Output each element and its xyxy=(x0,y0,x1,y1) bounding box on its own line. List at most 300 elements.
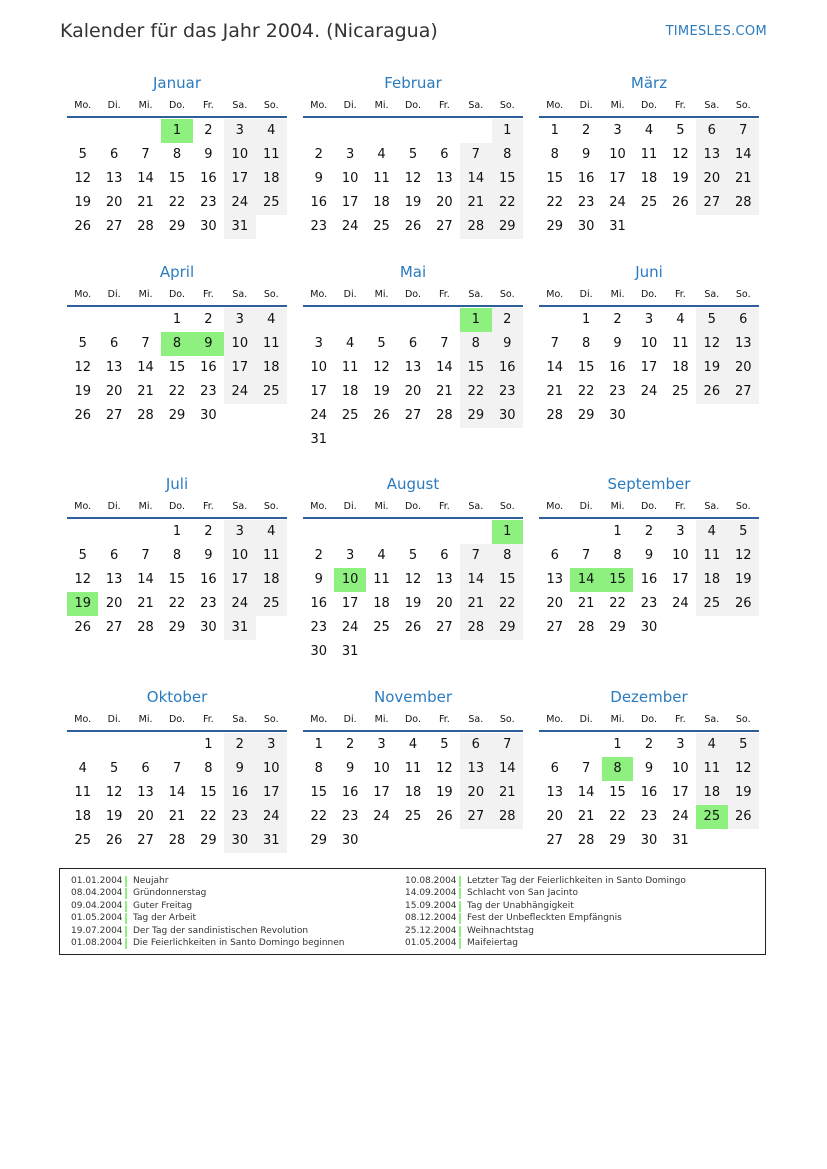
day-cell: 1 xyxy=(204,737,213,752)
day-cell: 13 xyxy=(137,785,154,800)
empty-cell xyxy=(334,308,365,332)
day-cell: 18 xyxy=(256,568,287,592)
empty-cell xyxy=(460,520,491,544)
weekday-header xyxy=(67,94,287,118)
empty-cell xyxy=(98,308,129,332)
day-cell: 19 xyxy=(105,809,123,824)
holiday-name: Letzter Tag der Feierlichkeiten in Santo Domingo xyxy=(467,875,686,886)
day-cell: 5 xyxy=(78,147,87,162)
day-cell: 8 xyxy=(204,761,213,776)
day-grid xyxy=(67,733,287,853)
weekday-label: Fr. xyxy=(438,713,450,725)
day-cell: 11 xyxy=(672,336,689,351)
day-cell: 24 xyxy=(373,809,390,824)
day-cell: 30 xyxy=(640,833,658,848)
day-cell: 10 xyxy=(256,757,287,781)
weekday-label: Mo. xyxy=(74,500,92,512)
weekday-label: Do. xyxy=(640,500,657,512)
day-cell: 3 xyxy=(345,548,355,563)
weekday-header xyxy=(539,495,759,519)
day-cell: 12 xyxy=(728,757,759,781)
day-cell: 29 xyxy=(546,219,563,234)
weekday-label: Di. xyxy=(579,99,593,111)
day-cell: 5 xyxy=(377,336,386,351)
day-cell: 25 xyxy=(256,191,287,215)
empty-cell xyxy=(334,520,365,544)
weekday-label: Sa. xyxy=(704,99,720,111)
day-cell: 11 xyxy=(74,785,91,800)
day-cell: 27 xyxy=(546,620,563,635)
day-cell: 4 xyxy=(408,737,418,752)
day-cell: 24 xyxy=(224,191,255,215)
empty-cell xyxy=(67,733,98,757)
day-cell: 17 xyxy=(310,384,327,399)
weekday-header xyxy=(303,94,523,118)
day-cell: 2 xyxy=(613,312,622,327)
day-cell: 10 xyxy=(224,143,255,167)
day-cell: 28 xyxy=(137,620,154,635)
day-cell: 12 xyxy=(74,572,91,587)
day-cell: 5 xyxy=(728,733,759,757)
day-cell: 3 xyxy=(256,733,287,757)
day-cell: 6 xyxy=(109,548,119,563)
day-cell: 4 xyxy=(644,123,654,138)
day-cell: 23 xyxy=(609,384,626,399)
day-cell: 30 xyxy=(224,829,255,853)
day-cell: 24 xyxy=(640,384,658,399)
weekday-header xyxy=(303,495,523,519)
day-cell: 23 xyxy=(341,809,359,824)
holiday-entry xyxy=(405,925,686,938)
month-september xyxy=(539,473,759,640)
day-cell: 19 xyxy=(404,596,422,611)
day-cell: 21 xyxy=(492,781,523,805)
empty-cell xyxy=(429,308,460,332)
month-februar xyxy=(303,72,523,239)
empty-cell xyxy=(539,308,570,332)
day-cell: 14 xyxy=(460,167,491,191)
day-cell: 29 xyxy=(168,219,186,234)
day-cell: 19 xyxy=(728,568,759,592)
day-cell: 3 xyxy=(613,123,622,138)
day-cell: 14 xyxy=(577,785,595,800)
day-cell: 1 xyxy=(581,312,591,327)
day-cell: 2 xyxy=(224,733,255,757)
holiday-day: 1 xyxy=(161,119,192,143)
day-cell: 17 xyxy=(672,785,689,800)
weekday-label: Fr. xyxy=(438,99,450,111)
day-cell: 13 xyxy=(460,757,491,781)
day-cell: 28 xyxy=(137,219,154,234)
day-cell: 4 xyxy=(377,548,386,563)
empty-cell xyxy=(397,308,428,332)
weekday-label: Sa. xyxy=(232,713,248,725)
weekday-label: Mo. xyxy=(74,713,92,725)
day-cell: 26 xyxy=(74,408,91,423)
day-cell: 23 xyxy=(310,620,327,635)
day-cell: 2 xyxy=(314,548,323,563)
day-cell: 21 xyxy=(168,809,186,824)
day-cell: 15 xyxy=(492,167,523,191)
day-cell: 12 xyxy=(696,332,727,356)
day-cell: 8 xyxy=(613,548,622,563)
day-cell: 19 xyxy=(74,195,91,210)
day-cell: 27 xyxy=(105,408,123,423)
day-grid xyxy=(539,520,759,640)
day-cell: 25 xyxy=(373,620,390,635)
month-title: April xyxy=(159,263,195,281)
month-title: Oktober xyxy=(146,688,208,706)
day-cell: 24 xyxy=(224,380,255,404)
day-cell: 18 xyxy=(672,360,689,375)
day-cell: 18 xyxy=(696,781,727,805)
month-title: Januar xyxy=(153,74,201,92)
day-cell: 27 xyxy=(105,219,123,234)
day-cell: 14 xyxy=(546,360,563,375)
day-cell: 29 xyxy=(460,404,491,428)
day-grid xyxy=(303,520,523,664)
weekday-label: Do. xyxy=(168,99,185,111)
month-august xyxy=(303,473,523,664)
day-cell: 21 xyxy=(460,592,491,616)
weekday-label: Fr. xyxy=(674,713,686,725)
day-cell: 22 xyxy=(546,195,563,210)
day-cell: 12 xyxy=(436,761,453,776)
day-cell: 5 xyxy=(728,520,759,544)
day-grid xyxy=(539,308,759,428)
day-cell: 2 xyxy=(644,524,654,539)
month-title: März xyxy=(630,74,668,92)
weekday-label: Di. xyxy=(579,500,593,512)
day-cell: 8 xyxy=(581,336,591,351)
empty-cell xyxy=(366,308,397,332)
day-cell: 15 xyxy=(200,785,217,800)
weekday-label: Mi. xyxy=(610,713,625,725)
day-cell: 19 xyxy=(373,384,390,399)
day-cell: 22 xyxy=(460,380,491,404)
day-cell: 17 xyxy=(224,167,255,191)
day-cell: 10 xyxy=(640,336,658,351)
day-cell: 17 xyxy=(256,781,287,805)
holiday-day: 9 xyxy=(193,332,224,356)
month-april xyxy=(67,261,287,428)
month-title: Juli xyxy=(165,475,189,493)
day-cell: 9 xyxy=(613,336,622,351)
holiday-day: 1 xyxy=(492,520,523,544)
day-cell: 20 xyxy=(404,384,422,399)
day-cell: 25 xyxy=(672,384,689,399)
weekday-label: Di. xyxy=(343,713,357,725)
day-cell: 27 xyxy=(696,191,727,215)
day-cell: 27 xyxy=(728,380,759,404)
weekday-label: Mi. xyxy=(138,713,153,725)
day-cell: 17 xyxy=(341,596,359,611)
day-cell: 22 xyxy=(168,195,186,210)
holiday-name: Gründonnerstag xyxy=(133,888,207,899)
day-cell: 19 xyxy=(404,195,422,210)
weekday-label: Sa. xyxy=(232,500,248,512)
day-cell: 9 xyxy=(345,761,355,776)
day-cell: 6 xyxy=(440,147,449,162)
day-cell: 15 xyxy=(546,171,563,186)
weekday-label: Mi. xyxy=(138,99,153,111)
day-cell: 16 xyxy=(310,195,327,210)
day-cell: 28 xyxy=(728,191,759,215)
weekday-label: So. xyxy=(499,288,515,300)
weekday-label: Fr. xyxy=(202,500,214,512)
day-cell: 6 xyxy=(408,336,418,351)
holiday-name: Schlacht von San Jacinto xyxy=(467,888,578,899)
empty-cell xyxy=(98,520,129,544)
weekday-label: Di. xyxy=(107,99,121,111)
day-cell: 21 xyxy=(577,596,595,611)
empty-cell xyxy=(130,520,161,544)
day-cell: 4 xyxy=(78,761,87,776)
day-cell: 18 xyxy=(256,356,287,380)
holiday-day: 25 xyxy=(696,805,727,829)
day-cell: 20 xyxy=(546,596,563,611)
day-cell: 22 xyxy=(168,596,186,611)
weekday-label: So. xyxy=(499,99,515,111)
day-cell: 18 xyxy=(404,785,422,800)
day-cell: 3 xyxy=(377,737,386,752)
day-cell: 11 xyxy=(640,147,658,162)
weekday-header xyxy=(303,708,523,732)
day-cell: 30 xyxy=(200,620,217,635)
day-cell: 13 xyxy=(728,332,759,356)
day-cell: 5 xyxy=(676,123,685,138)
weekday-label: Sa. xyxy=(468,288,484,300)
holiday-date: 01.08.2004 xyxy=(71,938,127,949)
day-cell: 6 xyxy=(550,761,559,776)
day-cell: 5 xyxy=(408,147,418,162)
day-cell: 7 xyxy=(440,336,449,351)
day-cell: 13 xyxy=(436,171,453,186)
weekday-label: Mo. xyxy=(546,713,564,725)
weekday-label: Do. xyxy=(404,99,421,111)
weekday-label: Do. xyxy=(168,288,185,300)
day-cell: 20 xyxy=(546,809,563,824)
day-cell: 30 xyxy=(609,408,626,423)
weekday-label: Sa. xyxy=(232,99,248,111)
day-cell: 12 xyxy=(373,360,390,375)
day-cell: 18 xyxy=(74,809,91,824)
weekday-label: Mi. xyxy=(374,500,389,512)
day-cell: 18 xyxy=(256,167,287,191)
holiday-entry xyxy=(405,888,686,901)
day-cell: 17 xyxy=(609,171,626,186)
day-cell: 20 xyxy=(105,195,123,210)
weekday-label: Do. xyxy=(640,99,657,111)
day-cell: 9 xyxy=(204,548,213,563)
day-cell: 6 xyxy=(109,336,119,351)
empty-cell xyxy=(130,733,161,757)
weekday-label: Mi. xyxy=(610,288,625,300)
day-cell: 16 xyxy=(310,596,327,611)
holiday-day: 14 xyxy=(570,568,601,592)
day-cell: 29 xyxy=(609,620,626,635)
day-cell: 6 xyxy=(460,733,491,757)
weekday-label: Mo. xyxy=(310,713,328,725)
day-cell: 30 xyxy=(200,408,217,423)
day-cell: 21 xyxy=(137,384,154,399)
day-cell: 21 xyxy=(137,596,154,611)
day-cell: 22 xyxy=(492,592,523,616)
day-cell: 29 xyxy=(492,215,523,239)
day-cell: 8 xyxy=(492,143,523,167)
day-cell: 1 xyxy=(550,123,559,138)
day-cell: 16 xyxy=(224,781,255,805)
weekday-label: Fr. xyxy=(438,500,450,512)
day-cell: 13 xyxy=(105,360,123,375)
weekday-label: Do. xyxy=(404,713,421,725)
day-cell: 21 xyxy=(577,809,595,824)
day-cell: 5 xyxy=(696,308,727,332)
day-cell: 29 xyxy=(168,408,186,423)
day-cell: 1 xyxy=(314,737,323,752)
day-cell: 12 xyxy=(672,147,689,162)
day-cell: 14 xyxy=(492,757,523,781)
site-logo[interactable]: TIMESLES.COM xyxy=(665,24,767,39)
weekday-label: Di. xyxy=(579,713,593,725)
day-cell: 15 xyxy=(168,360,186,375)
weekday-label: Mo. xyxy=(546,288,564,300)
day-cell: 4 xyxy=(676,312,685,327)
day-cell: 26 xyxy=(404,620,422,635)
day-cell: 20 xyxy=(105,596,123,611)
weekday-label: Do. xyxy=(640,288,657,300)
weekday-header xyxy=(67,495,287,519)
day-grid xyxy=(67,119,287,239)
month-title: Juni xyxy=(635,263,663,281)
day-cell: 27 xyxy=(105,620,123,635)
day-cell: 26 xyxy=(373,408,390,423)
day-cell: 9 xyxy=(581,147,591,162)
holiday-legend-right xyxy=(405,875,686,950)
day-cell: 15 xyxy=(310,785,327,800)
weekday-label: Mo. xyxy=(310,99,328,111)
day-cell: 16 xyxy=(200,572,217,587)
empty-cell xyxy=(429,119,460,143)
day-cell: 24 xyxy=(341,620,359,635)
day-cell: 29 xyxy=(168,620,186,635)
weekday-label: Sa. xyxy=(468,713,484,725)
day-cell: 26 xyxy=(672,195,689,210)
day-cell: 22 xyxy=(200,809,217,824)
day-cell: 23 xyxy=(640,809,658,824)
empty-cell xyxy=(334,119,365,143)
day-cell: 30 xyxy=(310,644,327,659)
day-grid xyxy=(303,308,523,452)
holiday-date: 09.04.2004 xyxy=(71,901,127,912)
day-cell: 25 xyxy=(640,195,658,210)
day-cell: 30 xyxy=(492,404,523,428)
day-cell: 1 xyxy=(613,524,622,539)
weekday-label: Fr. xyxy=(202,288,214,300)
day-cell: 7 xyxy=(141,336,150,351)
day-cell: 3 xyxy=(224,308,255,332)
empty-cell xyxy=(460,119,491,143)
holiday-entry xyxy=(71,875,345,888)
day-cell: 2 xyxy=(345,737,355,752)
weekday-label: So. xyxy=(735,288,751,300)
page-title: Kalender für das Jahr 2004. (Nicaragua) xyxy=(60,20,438,42)
weekday-header xyxy=(303,283,523,307)
day-cell: 10 xyxy=(224,544,255,568)
weekday-label: Fr. xyxy=(674,500,686,512)
day-cell: 7 xyxy=(141,548,150,563)
weekday-label: Fr. xyxy=(674,288,686,300)
day-cell: 28 xyxy=(436,408,453,423)
day-cell: 8 xyxy=(172,147,182,162)
weekday-label: Do. xyxy=(168,713,185,725)
holiday-date: 01.05.2004 xyxy=(405,938,461,949)
day-cell: 26 xyxy=(74,219,91,234)
day-cell: 12 xyxy=(74,360,91,375)
day-cell: 3 xyxy=(224,520,255,544)
day-cell: 12 xyxy=(404,171,422,186)
day-cell: 17 xyxy=(341,195,359,210)
holiday-name: Tag der Unabhängigkeit xyxy=(467,900,574,911)
day-cell: 18 xyxy=(373,195,390,210)
weekday-label: Do. xyxy=(640,713,657,725)
empty-cell xyxy=(67,119,98,143)
day-cell: 6 xyxy=(141,761,150,776)
day-cell: 26 xyxy=(74,620,91,635)
holiday-name: Maifeiertag xyxy=(467,938,518,949)
day-cell: 23 xyxy=(577,195,595,210)
day-cell: 24 xyxy=(672,596,689,611)
day-cell: 16 xyxy=(577,171,595,186)
day-grid xyxy=(539,119,759,239)
day-cell: 17 xyxy=(373,785,390,800)
day-cell: 26 xyxy=(728,592,759,616)
day-cell: 26 xyxy=(404,219,422,234)
day-grid xyxy=(303,119,523,239)
weekday-label: Mi. xyxy=(610,500,625,512)
holiday-date: 01.05.2004 xyxy=(71,913,127,924)
day-cell: 19 xyxy=(696,356,727,380)
day-cell: 25 xyxy=(404,809,422,824)
day-cell: 4 xyxy=(256,119,287,143)
day-cell: 7 xyxy=(581,548,591,563)
day-cell: 9 xyxy=(204,147,213,162)
empty-cell xyxy=(397,119,428,143)
holiday-date: 19.07.2004 xyxy=(71,926,127,937)
day-cell: 28 xyxy=(168,833,186,848)
day-cell: 27 xyxy=(546,833,563,848)
day-cell: 29 xyxy=(310,833,327,848)
empty-cell xyxy=(570,520,601,544)
day-cell: 4 xyxy=(256,520,287,544)
day-cell: 13 xyxy=(105,171,123,186)
day-cell: 28 xyxy=(460,215,491,239)
day-cell: 18 xyxy=(373,596,390,611)
day-cell: 16 xyxy=(640,785,658,800)
day-cell: 15 xyxy=(460,356,491,380)
month-juli xyxy=(67,473,287,640)
day-cell: 31 xyxy=(224,215,255,239)
day-cell: 31 xyxy=(341,644,359,659)
day-cell: 24 xyxy=(224,592,255,616)
day-cell: 22 xyxy=(492,191,523,215)
weekday-label: Do. xyxy=(404,500,421,512)
day-cell: 9 xyxy=(314,171,323,186)
day-cell: 21 xyxy=(460,191,491,215)
day-cell: 5 xyxy=(109,761,119,776)
day-cell: 8 xyxy=(172,548,182,563)
holiday-day: 1 xyxy=(460,308,491,332)
